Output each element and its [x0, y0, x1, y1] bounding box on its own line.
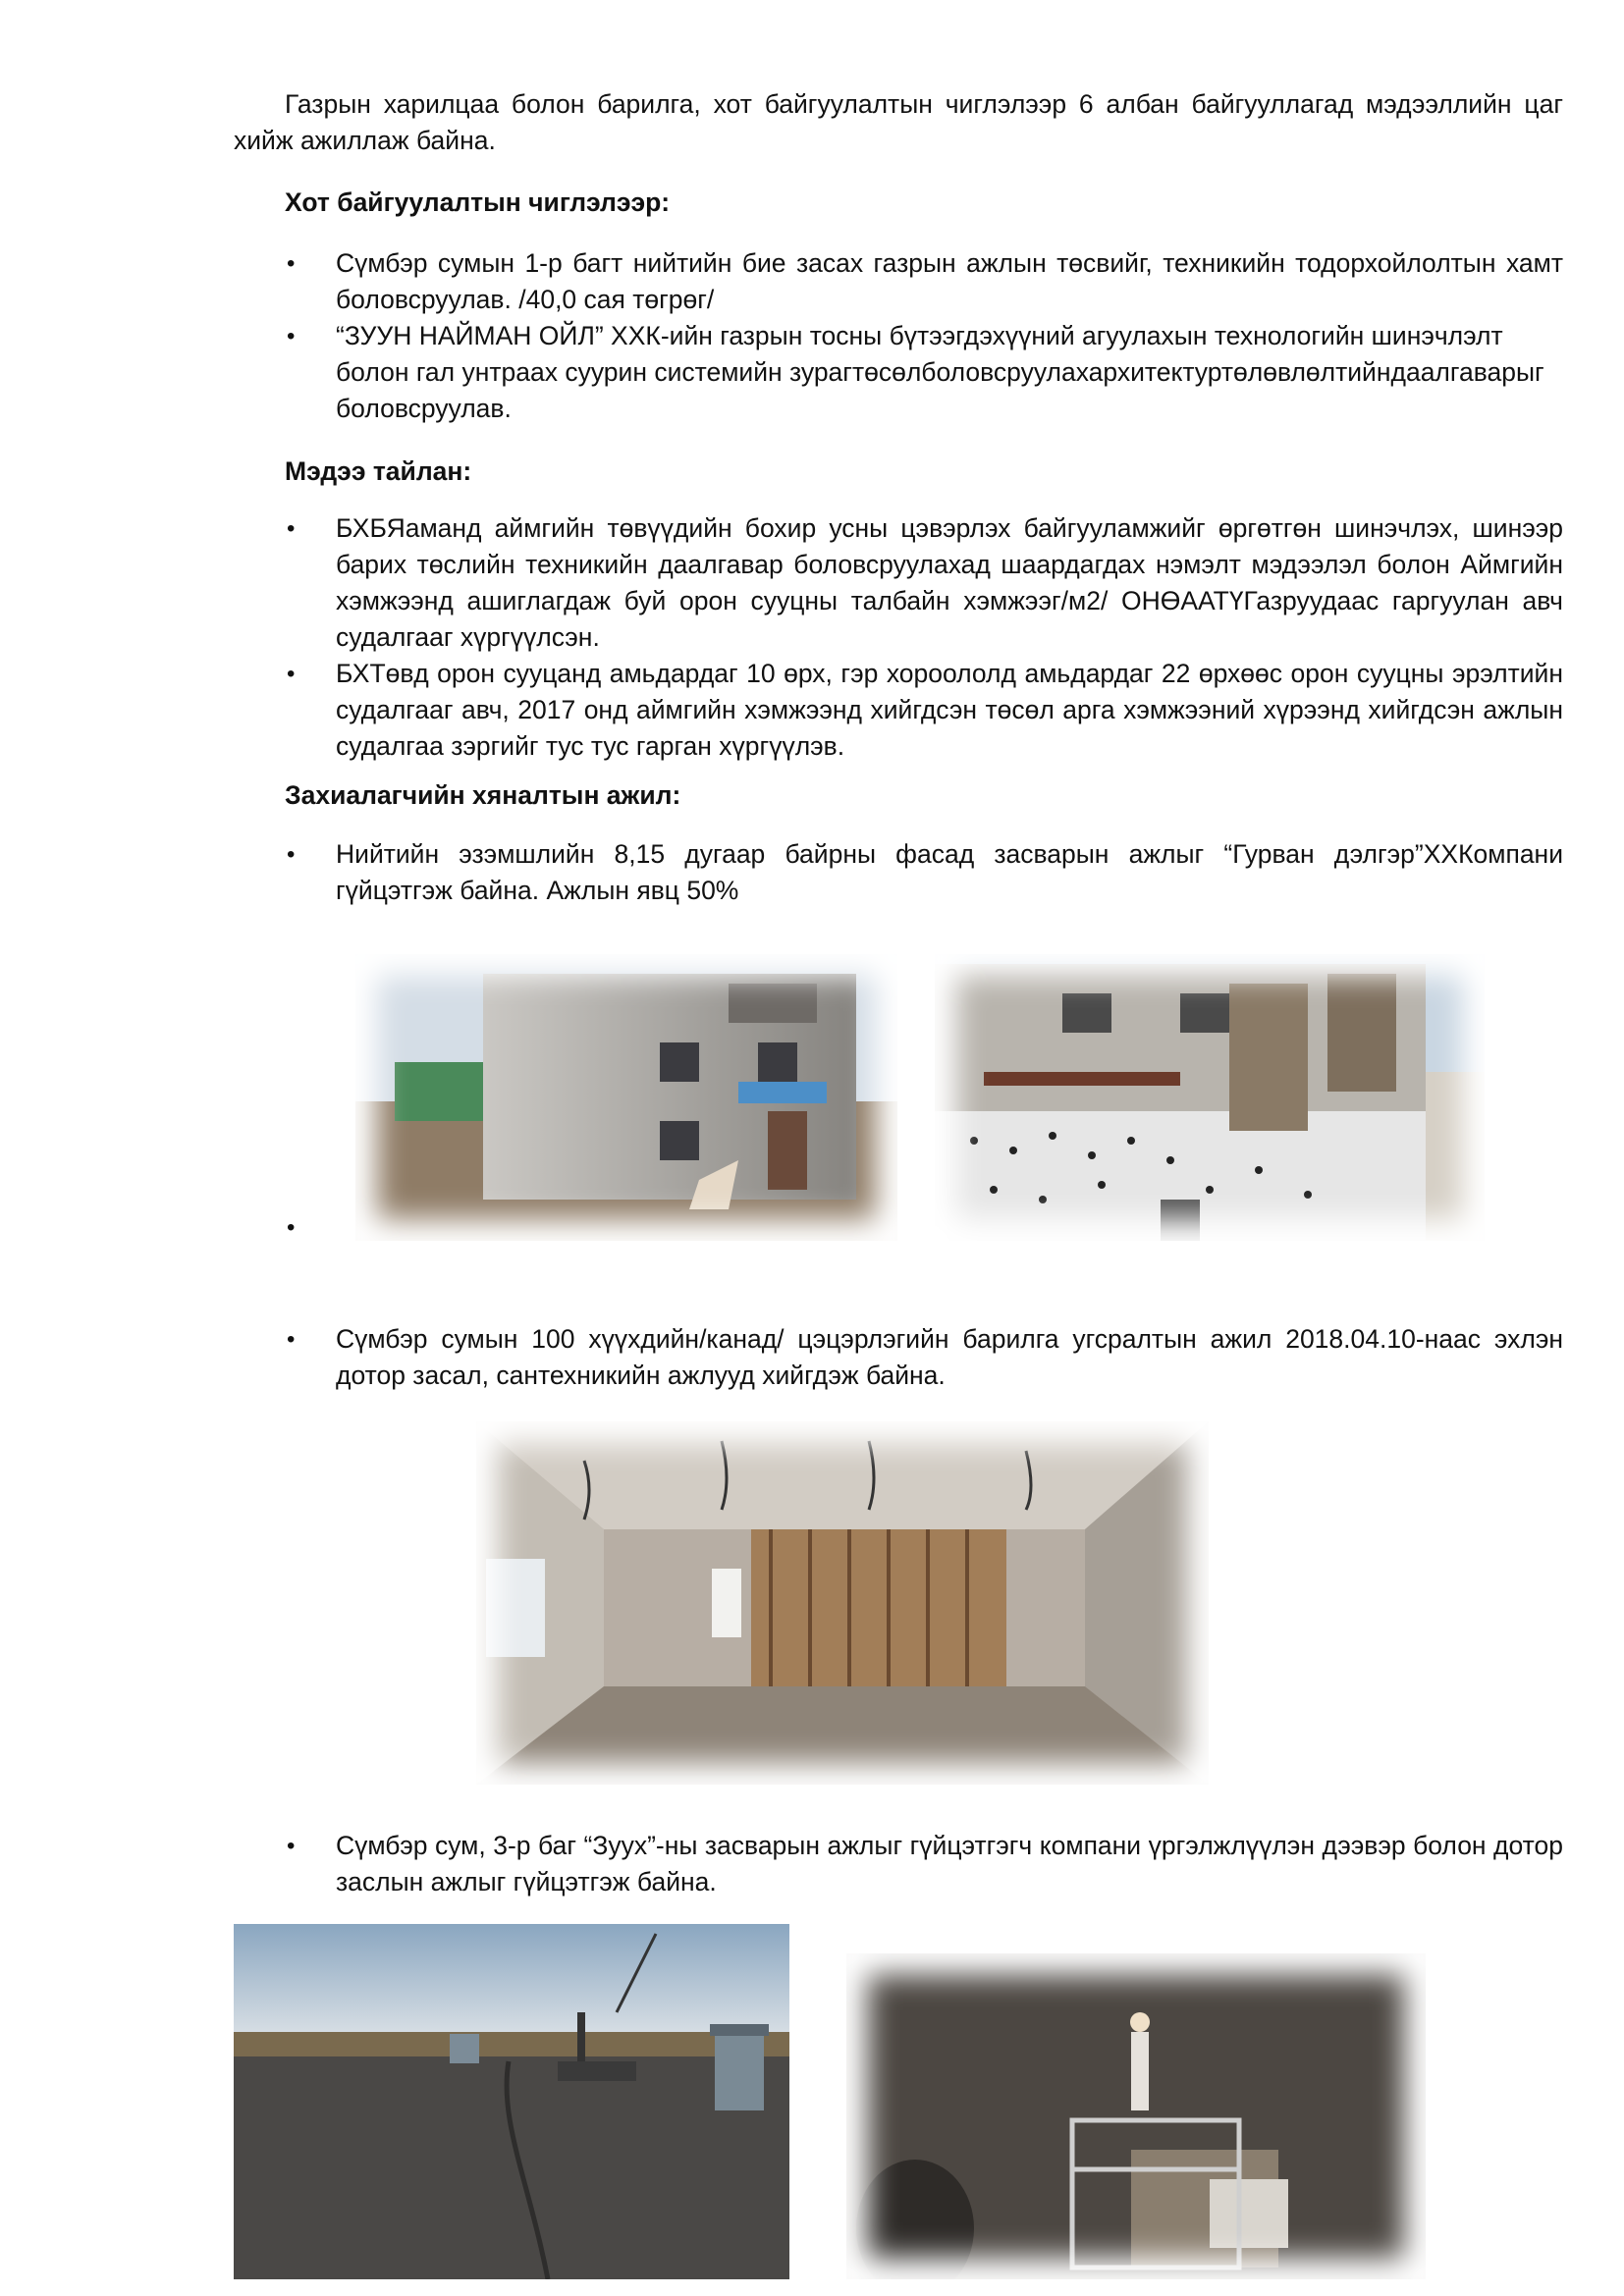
- photo-building-facade-left: [355, 954, 897, 1241]
- photo-boiler-interior: [846, 1953, 1426, 2279]
- heading-supervision: Захиалагчийн хяналтын ажил:: [285, 780, 681, 810]
- photo-boiler-roof-image: [234, 1924, 789, 2279]
- list-item: • Нийтийн эзэмшлийн 8,15 дугаар байрны фасад засварын ажлыг “Гурван дэлгэр”ХХКомпани гүйцэтгэж байна. Ажлын явц 50%: [285, 836, 1563, 909]
- list-item: • БХТөвд орон сууцанд амьдардаг 10 өрх, гэр хороололд амьдардаг 22 өрхөөс орон сууцны эрэлтийн судалгааг авч, 2017 онд аймгийн хэмжээнд хийгдсэн төсөл арга хэмжээний хүрээнд хийгдсэн ажлын судалгаа зэргийг тус тус гарган хүргүүлэв.: [285, 656, 1563, 765]
- heading-city-planning: Хот байгуулалтын чиглэлээр:: [285, 187, 671, 217]
- photo-kindergarten-interior: [476, 1421, 1209, 1785]
- photo-building-facade-left-image: [355, 954, 897, 1241]
- photo-building-facade-right-image: [935, 954, 1485, 1241]
- intro-paragraph: Газрын харилцаа болон барилга, хот байгуулалтын чиглэлээр 6 албан байгууллагад мэдээллийн цаг хийж ажиллаж байна.: [234, 89, 1563, 155]
- photo-boiler-interior-image: [846, 1953, 1426, 2279]
- list-item: • Сүмбэр сум, 3-р баг “Зуух”-ны засварын ажлыг гүйцэтгэгч компани үргэлжлүүлэн дээвэр болон дотор заслын ажлыг гүйцэтгэж байна.: [285, 1828, 1563, 1900]
- list-item: • Сүмбэр сумын 100 хүүхдийн/канад/ цэцэрлэгийн барилга угсралтын ажил 2018.04.10-наас эхлэн дотор засал, сантехникийн ажлууд хийгдэж байна.: [285, 1321, 1563, 1394]
- list-report: [285, 510, 1563, 765]
- list-supervision-2: [285, 1321, 1563, 1394]
- photo-building-facade-right: [935, 954, 1485, 1241]
- photo-boiler-roof: [234, 1924, 789, 2279]
- list-supervision-1: [285, 836, 1563, 909]
- list-item: • “ЗУУН НАЙМАН ОЙЛ” ХХК-ийн газрын тосны бүтээгдэхүүний агуулахын технологийн шинэчлэлт болон гал унтраах суурин системийн зурагтөсөлболовсруулахархитектуртөлөвлөлтийндаалгаварыг боловсруулав.: [285, 318, 1563, 427]
- list-item: • Сүмбэр сумын 1-р багт нийтийн бие засах газрын ажлын төсвийг, техникийн тодорхойлолтын хамт боловсруулав. /40,0 сая төгрөг/: [285, 245, 1563, 318]
- photo-kindergarten-interior-image: [476, 1421, 1209, 1785]
- list-city-planning: [285, 245, 1563, 427]
- list-supervision-3: [285, 1828, 1563, 1900]
- heading-report: Мэдээ тайлан:: [285, 456, 472, 486]
- empty-bullet: •: [287, 1214, 296, 1241]
- list-item: • БХБЯаманд аймгийн төвүүдийн бохир усны цэвэрлэх байгууламжийг өргөтгөн шинэчлэх, шинээр барих төслийн техникийн даалгавар боловсруулахад шаардагдах нэмэлт мэдээлэл болон Аймгийн хэмжээнд ашиглагдаж буй орон сууцны талбайн хэмжээг/м2/ ОНӨААТҮГазруудаас гаргуулан авч судалгааг хүргүүлсэн.: [285, 510, 1563, 656]
